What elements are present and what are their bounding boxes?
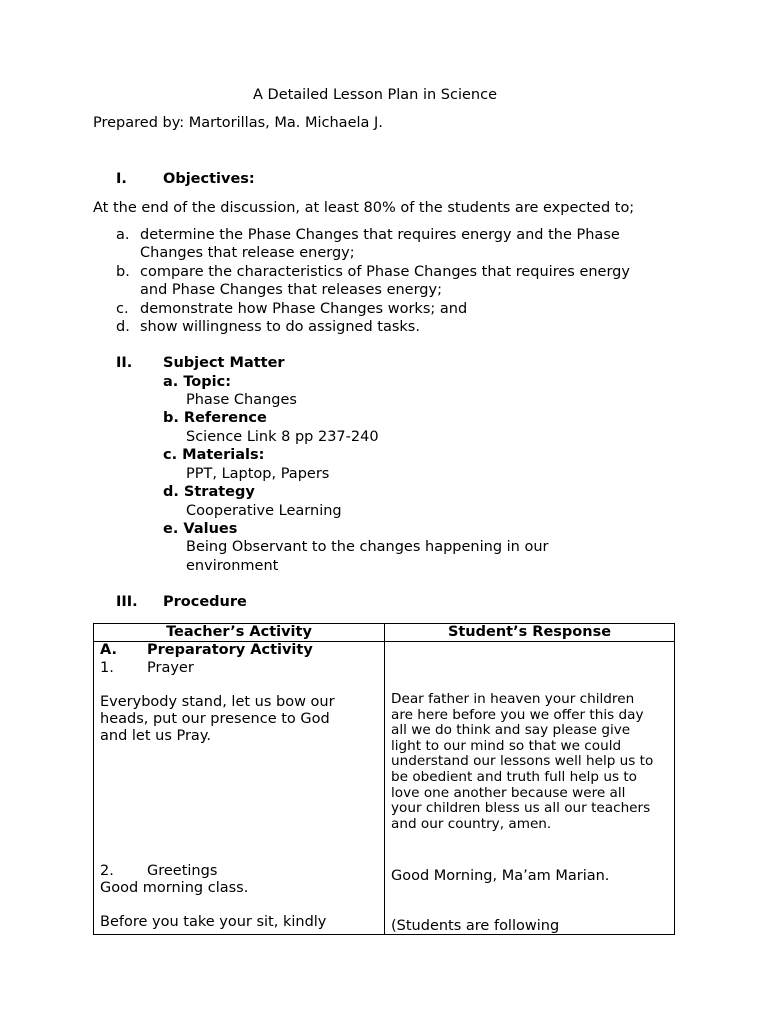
section-3-numeral: III. <box>116 594 138 610</box>
sit-instruction-line: Before you take your sit, kindly <box>100 914 327 930</box>
objective-marker-c: c. <box>116 301 129 317</box>
prayer-label: Prayer <box>147 660 194 676</box>
objective-marker-d: d. <box>116 319 130 335</box>
objective-marker-b: b. <box>116 264 130 280</box>
prayer-response-line: light to our mind so that we could <box>391 737 622 754</box>
greeting-response: Good Morning, Ma’am Marian. <box>391 868 610 884</box>
student-response-header: Student’s Response <box>385 624 675 642</box>
subject-value-materials: PPT, Laptop, Papers <box>186 466 330 482</box>
section-2-numeral: II. <box>116 355 133 371</box>
section-2-heading: Subject Matter <box>163 355 285 371</box>
prayer-response-line: and our country, amen. <box>391 815 552 832</box>
objective-b-line-1: compare the characteristics of Phase Changes that requires energy <box>140 264 630 280</box>
subject-value-topic: Phase Changes <box>186 392 297 408</box>
preparatory-marker: A. <box>100 642 117 658</box>
subject-value-strategy: Cooperative Learning <box>186 503 342 519</box>
subject-label-strategy: d. Strategy <box>163 484 255 500</box>
subject-label-reference: b. Reference <box>163 410 267 426</box>
prayer-response-line: Dear father in heaven your children <box>391 691 635 707</box>
prayer-number: 1. <box>100 660 114 676</box>
greetings-line: Good morning class. <box>100 880 249 896</box>
objective-marker-a: a. <box>116 227 130 243</box>
student-response-cell <box>385 642 675 935</box>
objective-c-line-1: demonstrate how Phase Changes works; and <box>140 301 468 317</box>
subject-label-materials: c. Materials: <box>163 447 265 463</box>
subject-value-values-line-1: Being Observant to the changes happening in our <box>186 539 549 555</box>
greetings-number: 2. <box>100 863 114 879</box>
objective-a-line-2: Changes that release energy; <box>140 245 355 261</box>
prayer-response <box>391 692 676 832</box>
subject-value-reference: Science Link 8 pp 237-240 <box>186 429 379 445</box>
subject-label-values: e. Values <box>163 521 238 537</box>
preparatory-heading: Preparatory Activity <box>147 642 313 658</box>
subject-label-topic: a. Topic: <box>163 374 232 390</box>
prayer-response-line: your children bless us all our teachers <box>391 800 651 817</box>
section-1-numeral: I. <box>116 171 127 187</box>
prayer-instruction-line-1: Everybody stand, let us bow our <box>100 694 335 710</box>
following-response: (Students are following <box>391 918 560 934</box>
prayer-response-line: be obedient and truth full help us to <box>391 768 638 785</box>
objectives-intro: At the end of the discussion, at least 80% of the students are expected to; <box>93 200 635 216</box>
teacher-activity-header: Teacher’s Activity <box>94 624 385 642</box>
prayer-instruction-line-2: heads, put our presence to God <box>100 711 330 727</box>
prayer-response-line: understand our lessons well help us to <box>391 753 654 770</box>
section-3-heading: Procedure <box>163 594 247 610</box>
objective-b-line-2: and Phase Changes that releases energy; <box>140 282 442 298</box>
prayer-instruction-line-3: and let us Pray. <box>100 728 211 744</box>
document-title: A Detailed Lesson Plan in Science <box>253 87 497 103</box>
prayer-response-line: all we do think and say please give <box>391 722 631 739</box>
table-header-row <box>94 624 675 642</box>
table-row <box>94 642 675 935</box>
prayer-response-line: love one another because were all <box>391 784 626 801</box>
procedure-table <box>93 623 675 935</box>
greetings-label: Greetings <box>147 863 218 879</box>
objective-d-line-1: show willingness to do assigned tasks. <box>140 319 420 335</box>
objective-a-line-1: determine the Phase Changes that requires energy and the Phase <box>140 227 620 243</box>
prayer-response-line: are here before you we offer this day <box>391 706 644 723</box>
prepared-by: Prepared by: Martorillas, Ma. Michaela J. <box>93 115 383 131</box>
section-1-heading: Objectives: <box>163 171 255 187</box>
teacher-activity-cell <box>94 642 385 935</box>
subject-value-values-line-2: environment <box>186 558 279 574</box>
